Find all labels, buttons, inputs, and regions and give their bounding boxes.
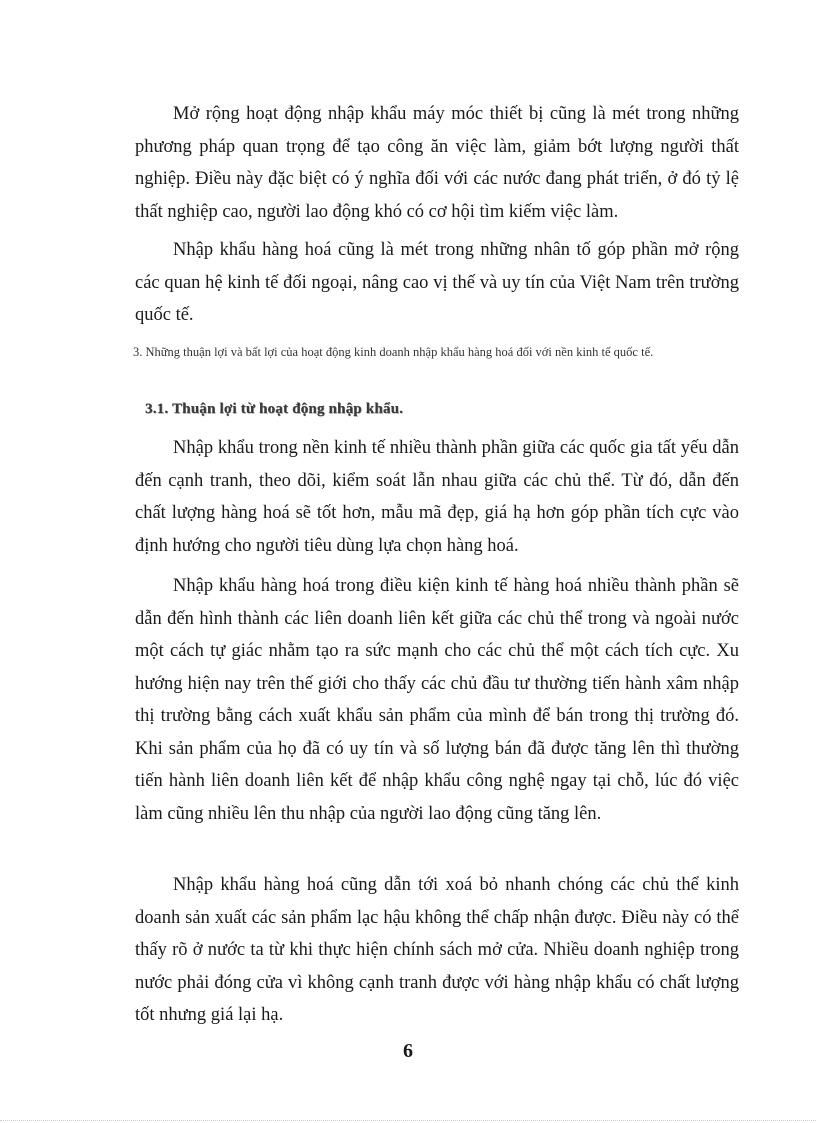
paragraph-foreign-economic-relations: Nhập khẩu hàng hoá cũng là mét trong những nhân tố góp phần mở rộng các quan hệ kinh tế đối ngoại, nâng cao vị thế và uy tín của Việt Nam trên trường quốc tế. bbox=[135, 240, 739, 325]
subsection-heading: 3.1. Thuận lợi từ hoạt động nhập khẩu. bbox=[145, 401, 404, 417]
page-number: 6 bbox=[403, 1040, 413, 1062]
section-heading: 3. Những thuận lợi và bất lợi của hoạt động kinh doanh nhập khẩu hàng hoá đối với nền kinh tế quốc tế. bbox=[133, 345, 654, 359]
paragraph-competition: Nhập khẩu trong nền kinh tế nhiều thành phần giữa các quốc gia tất yếu dẫn đến cạnh tranh, theo dõi, kiểm soát lẫn nhau giữa các chủ thể. Từ đó, dẫn đến chất lượng hàng hoá sẽ tốt hơn, mẫu mã đẹp, giá hạ hơn góp phần tích cực vào định hướng cho người tiêu dùng lựa chọn hàng hoá. bbox=[135, 438, 739, 556]
paragraph-obsolete-producers: Nhập khẩu hàng hoá cũng dẫn tới xoá bỏ nhanh chóng các chủ thể kinh doanh sản xuất các sản phẩm lạc hậu không thể chấp nhận được. Điều này có thể thấy rõ ở nước ta từ khi thực hiện chính sách mở cửa. Nhiều doanh nghiệp trong nước phải đóng cửa vì không cạnh tranh được với hàng nhập khẩu có chất lượng tốt nhưng giá lại hạ. bbox=[135, 875, 739, 1025]
paragraph-joint-ventures: Nhập khẩu hàng hoá trong điều kiện kinh tế hàng hoá nhiều thành phần sẽ dẫn đến hình thành các liên doanh liên kết giữa các chủ thể trong và ngoài nước một cách tự giác nhằm tạo ra sức mạnh cho các chủ thể một cách tích cực. Xu hướng hiện nay trên thế giới cho thấy các chủ đầu tư thường tiến hành xâm nhập thị trường bằng cách xuất khẩu sản phẩm của mình để bán trong thị trường đó. Khi sản phẩm của họ đã có uy tín và số lượng bán đã được tăng lên thì thường tiến hành liên doanh liên kết để nhập khẩu công nghệ ngay tại chỗ, lúc đó việc làm cũng nhiều lên thu nhập của người lao động cũng tăng lên. bbox=[135, 576, 739, 824]
page-bottom-edge bbox=[0, 1120, 816, 1121]
paragraph-machinery-import-employment: Mở rộng hoạt động nhập khẩu máy móc thiết bị cũng là mét trong những phương pháp quan trọng để tạo công ăn việc làm, giảm bớt lượng người thất nghiệp. Điều này đặc biệt có ý nghĩa đối với các nước đang phát triển, ở đó tỷ lệ thất nghiệp cao, người lao động khó có cơ hội tìm kiếm việc làm. bbox=[135, 104, 739, 222]
